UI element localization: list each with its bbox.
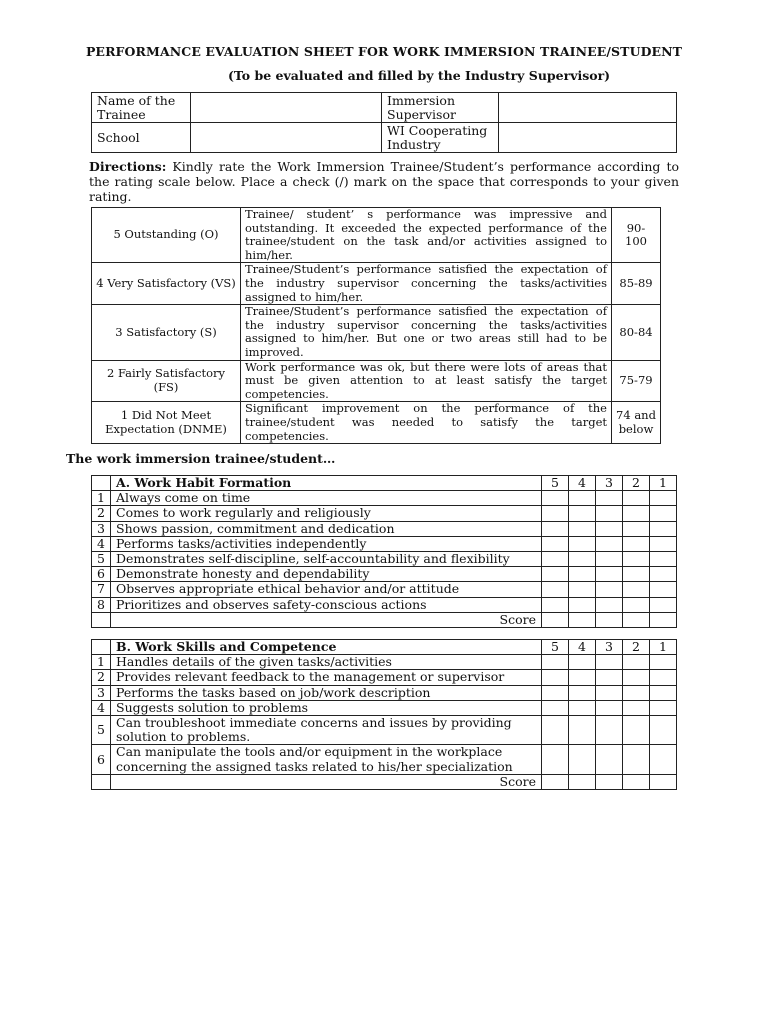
item-number: 2 — [92, 506, 111, 521]
trainee-info-table — [91, 92, 677, 153]
scale-level: 2 Fairly Satisfactory (FS) — [92, 360, 241, 402]
rating-cell-4[interactable] — [569, 685, 596, 700]
item-text: Suggests solution to problems — [111, 700, 542, 715]
scale-level: 3 Satisfactory (S) — [92, 305, 241, 360]
score-row — [92, 774, 677, 789]
rating-cell-2[interactable] — [623, 597, 650, 612]
trainee-name-label: Name of the Trainee — [92, 93, 191, 123]
table-row — [92, 700, 677, 715]
table-row — [92, 552, 677, 567]
score-label: Score — [111, 774, 542, 789]
rating-header: 4 — [569, 476, 596, 491]
scale-description: Work performance was ok, but there were lots of areas that must be given attention to at least satisfy the target competencies. — [241, 360, 612, 402]
rating-cell-1[interactable] — [650, 552, 677, 567]
scale-description: Significant improvement on the performance of the trainee/student was needed to satisfy the target competencies. — [241, 402, 612, 444]
item-text: Demonstrate honesty and dependability — [111, 567, 542, 582]
rating-cell-3[interactable] — [596, 491, 623, 506]
rating-cell-2[interactable] — [623, 552, 650, 567]
rating-cell-1[interactable] — [650, 506, 677, 521]
rating-cell-5[interactable] — [542, 685, 569, 700]
rating-cell-4[interactable] — [569, 716, 596, 745]
directions-text: Kindly rate the Work Immersion Trainee/Student’s performance according to the rating scale below. Place a check (/) mark on the space that corresponds to your given rating. — [89, 159, 679, 204]
item-text: Shows passion, commitment and dedication — [111, 521, 542, 536]
scale-description: Trainee/Student’s performance satisfied the expectation of the industry supervisor concerning the tasks/activities assigned to him/her. — [241, 263, 612, 305]
item-text: Prioritizes and observes safety-conscious actions — [111, 597, 542, 612]
score-cell-5[interactable] — [542, 612, 569, 627]
rating-cell-5[interactable] — [542, 521, 569, 536]
rating-cell-5[interactable] — [542, 536, 569, 551]
rating-cell-4[interactable] — [569, 521, 596, 536]
rating-cell-1[interactable] — [650, 582, 677, 597]
score-cell-3[interactable] — [596, 612, 623, 627]
rating-cell-2[interactable] — [623, 582, 650, 597]
rating-cell-4[interactable] — [569, 582, 596, 597]
rating-scale-table — [91, 207, 661, 444]
rating-cell-1[interactable] — [650, 491, 677, 506]
supervisor-label: Immersion Supervisor — [382, 93, 499, 123]
rating-cell-2[interactable] — [623, 506, 650, 521]
item-number: 1 — [92, 491, 111, 506]
item-number: 3 — [92, 521, 111, 536]
rating-cell-3[interactable] — [596, 536, 623, 551]
scale-range: 75-79 — [612, 360, 661, 402]
scale-level: 1 Did Not Meet Expectation (DNME) — [92, 402, 241, 444]
table-row — [92, 582, 677, 597]
rating-header: 3 — [596, 640, 623, 655]
rating-cell-4[interactable] — [569, 745, 596, 774]
score-row — [92, 612, 677, 627]
rating-cell-4[interactable] — [569, 552, 596, 567]
table-row — [92, 567, 677, 582]
rating-cell-1[interactable] — [650, 685, 677, 700]
industry-field[interactable] — [499, 123, 677, 153]
rating-cell-3[interactable] — [596, 685, 623, 700]
item-number: 8 — [92, 597, 111, 612]
rating-cell-1[interactable] — [650, 567, 677, 582]
rating-cell-2[interactable] — [623, 655, 650, 670]
table-row — [92, 745, 677, 774]
rating-cell-1[interactable] — [650, 521, 677, 536]
rating-cell-3[interactable] — [596, 670, 623, 685]
rating-cell-5[interactable] — [542, 655, 569, 670]
rating-cell-4[interactable] — [569, 670, 596, 685]
item-text: Always come on time — [111, 491, 542, 506]
scale-range: 85-89 — [612, 263, 661, 305]
item-text: Comes to work regularly and religiously — [111, 506, 542, 521]
table-row — [92, 536, 677, 551]
number-header — [92, 476, 111, 491]
rating-cell-2[interactable] — [623, 670, 650, 685]
table-row — [92, 716, 677, 745]
rating-cell-4[interactable] — [569, 700, 596, 715]
table-row — [92, 670, 677, 685]
rating-header: 2 — [623, 476, 650, 491]
scale-level: 5 Outstanding (O) — [92, 208, 241, 263]
item-text: Can troubleshoot immediate concerns and issues by providing solution to problems. — [111, 716, 542, 745]
table-row — [92, 521, 677, 536]
score-cell-2[interactable] — [623, 612, 650, 627]
item-number: 4 — [92, 536, 111, 551]
page-title: PERFORMANCE EVALUATION SHEET FOR WORK IMMERSION TRAINEE/STUDENT — [85, 44, 683, 59]
school-field[interactable] — [191, 123, 382, 153]
score-cell-1[interactable] — [650, 612, 677, 627]
table-row — [92, 491, 677, 506]
rating-cell-2[interactable] — [623, 521, 650, 536]
scale-description: Trainee/Student’s performance satisfied the expectation of the industry supervisor concerning the tasks/activities assigned to him/her. But one or two areas still had to be improved. — [241, 305, 612, 360]
work-skills-table — [91, 639, 677, 790]
table-row — [92, 655, 677, 670]
section-a-title: A. Work Habit Formation — [111, 476, 542, 491]
rating-cell-2[interactable] — [623, 567, 650, 582]
rating-cell-3[interactable] — [596, 506, 623, 521]
rating-cell-2[interactable] — [623, 700, 650, 715]
score-cell-2[interactable] — [623, 774, 650, 789]
rating-header: 4 — [569, 640, 596, 655]
rating-cell-1[interactable] — [650, 536, 677, 551]
rating-cell-2[interactable] — [623, 491, 650, 506]
item-number: 4 — [92, 700, 111, 715]
item-text: Observes appropriate ethical behavior and/or attitude — [111, 582, 542, 597]
item-number: 5 — [92, 552, 111, 567]
rating-cell-5[interactable] — [542, 567, 569, 582]
scale-range: 74 and below — [612, 402, 661, 444]
empty-cell — [92, 774, 111, 789]
score-cell-4[interactable] — [569, 774, 596, 789]
table-row — [92, 685, 677, 700]
rating-cell-2[interactable] — [623, 685, 650, 700]
rating-cell-1[interactable] — [650, 655, 677, 670]
rating-cell-3[interactable] — [596, 745, 623, 774]
rating-cell-3[interactable] — [596, 567, 623, 582]
trainee-name-field[interactable] — [191, 93, 382, 123]
rating-cell-4[interactable] — [569, 536, 596, 551]
rating-cell-5[interactable] — [542, 716, 569, 745]
empty-cell — [92, 612, 111, 627]
rating-cell-3[interactable] — [596, 597, 623, 612]
rating-cell-1[interactable] — [650, 700, 677, 715]
rating-cell-5[interactable] — [542, 582, 569, 597]
rating-cell-5[interactable] — [542, 552, 569, 567]
rating-cell-4[interactable] — [569, 506, 596, 521]
item-text: Provides relevant feedback to the management or supervisor — [111, 670, 542, 685]
rating-cell-1[interactable] — [650, 716, 677, 745]
rating-cell-3[interactable] — [596, 521, 623, 536]
item-number: 7 — [92, 582, 111, 597]
rating-cell-5[interactable] — [542, 700, 569, 715]
rating-cell-5[interactable] — [542, 491, 569, 506]
scale-range: 80-84 — [612, 305, 661, 360]
rating-cell-2[interactable] — [623, 536, 650, 551]
rating-cell-3[interactable] — [596, 655, 623, 670]
score-cell-1[interactable] — [650, 774, 677, 789]
item-number: 6 — [92, 745, 111, 774]
rating-cell-5[interactable] — [542, 506, 569, 521]
rating-cell-4[interactable] — [569, 597, 596, 612]
rating-header: 1 — [650, 476, 677, 491]
table-row — [92, 597, 677, 612]
score-label: Score — [111, 612, 542, 627]
section-b-title: B. Work Skills and Competence — [111, 640, 542, 655]
rating-cell-4[interactable] — [569, 567, 596, 582]
scale-level: 4 Very Satisfactory (VS) — [92, 263, 241, 305]
score-cell-5[interactable] — [542, 774, 569, 789]
item-number: 1 — [92, 655, 111, 670]
rating-cell-3[interactable] — [596, 552, 623, 567]
rating-cell-4[interactable] — [569, 655, 596, 670]
item-number: 5 — [92, 716, 111, 745]
section-lead: The work immersion trainee/student… — [66, 451, 336, 466]
rating-cell-1[interactable] — [650, 670, 677, 685]
number-header — [92, 640, 111, 655]
item-text: Performs the tasks based on job/work description — [111, 685, 542, 700]
rating-cell-2[interactable] — [623, 716, 650, 745]
rating-cell-5[interactable] — [542, 745, 569, 774]
rating-cell-2[interactable] — [623, 745, 650, 774]
item-text: Handles details of the given tasks/activities — [111, 655, 542, 670]
directions — [89, 159, 679, 204]
rating-cell-4[interactable] — [569, 491, 596, 506]
item-number: 3 — [92, 685, 111, 700]
rating-header: 5 — [542, 476, 569, 491]
rating-header: 5 — [542, 640, 569, 655]
scale-range: 90-100 — [612, 208, 661, 263]
rating-cell-3[interactable] — [596, 582, 623, 597]
rating-cell-5[interactable] — [542, 670, 569, 685]
rating-cell-3[interactable] — [596, 716, 623, 745]
work-habit-table — [91, 475, 677, 628]
scale-description: Trainee/ student’ s performance was impressive and outstanding. It exceeded the expected performance of the trainee/student on the task and/or activities assigned to him/her. — [241, 208, 612, 263]
item-text: Performs tasks/activities independently — [111, 536, 542, 551]
table-row — [92, 506, 677, 521]
school-label: School — [92, 123, 191, 153]
rating-header: 2 — [623, 640, 650, 655]
industry-label: WI Cooperating Industry — [382, 123, 499, 153]
item-text: Demonstrates self-discipline, self-accountability and flexibility — [111, 552, 542, 567]
item-number: 2 — [92, 670, 111, 685]
score-cell-4[interactable] — [569, 612, 596, 627]
rating-header: 1 — [650, 640, 677, 655]
score-cell-3[interactable] — [596, 774, 623, 789]
item-number: 6 — [92, 567, 111, 582]
supervisor-field[interactable] — [499, 93, 677, 123]
page-subtitle: (To be evaluated and filled by the Industry Supervisor) — [228, 68, 611, 83]
item-text: Can manipulate the tools and/or equipment in the workplace concerning the assigned tasks related to his/her specialization — [111, 745, 542, 774]
rating-cell-3[interactable] — [596, 700, 623, 715]
directions-label: Directions: — [89, 159, 167, 174]
rating-cell-1[interactable] — [650, 597, 677, 612]
rating-header: 3 — [596, 476, 623, 491]
rating-cell-5[interactable] — [542, 597, 569, 612]
rating-cell-1[interactable] — [650, 745, 677, 774]
